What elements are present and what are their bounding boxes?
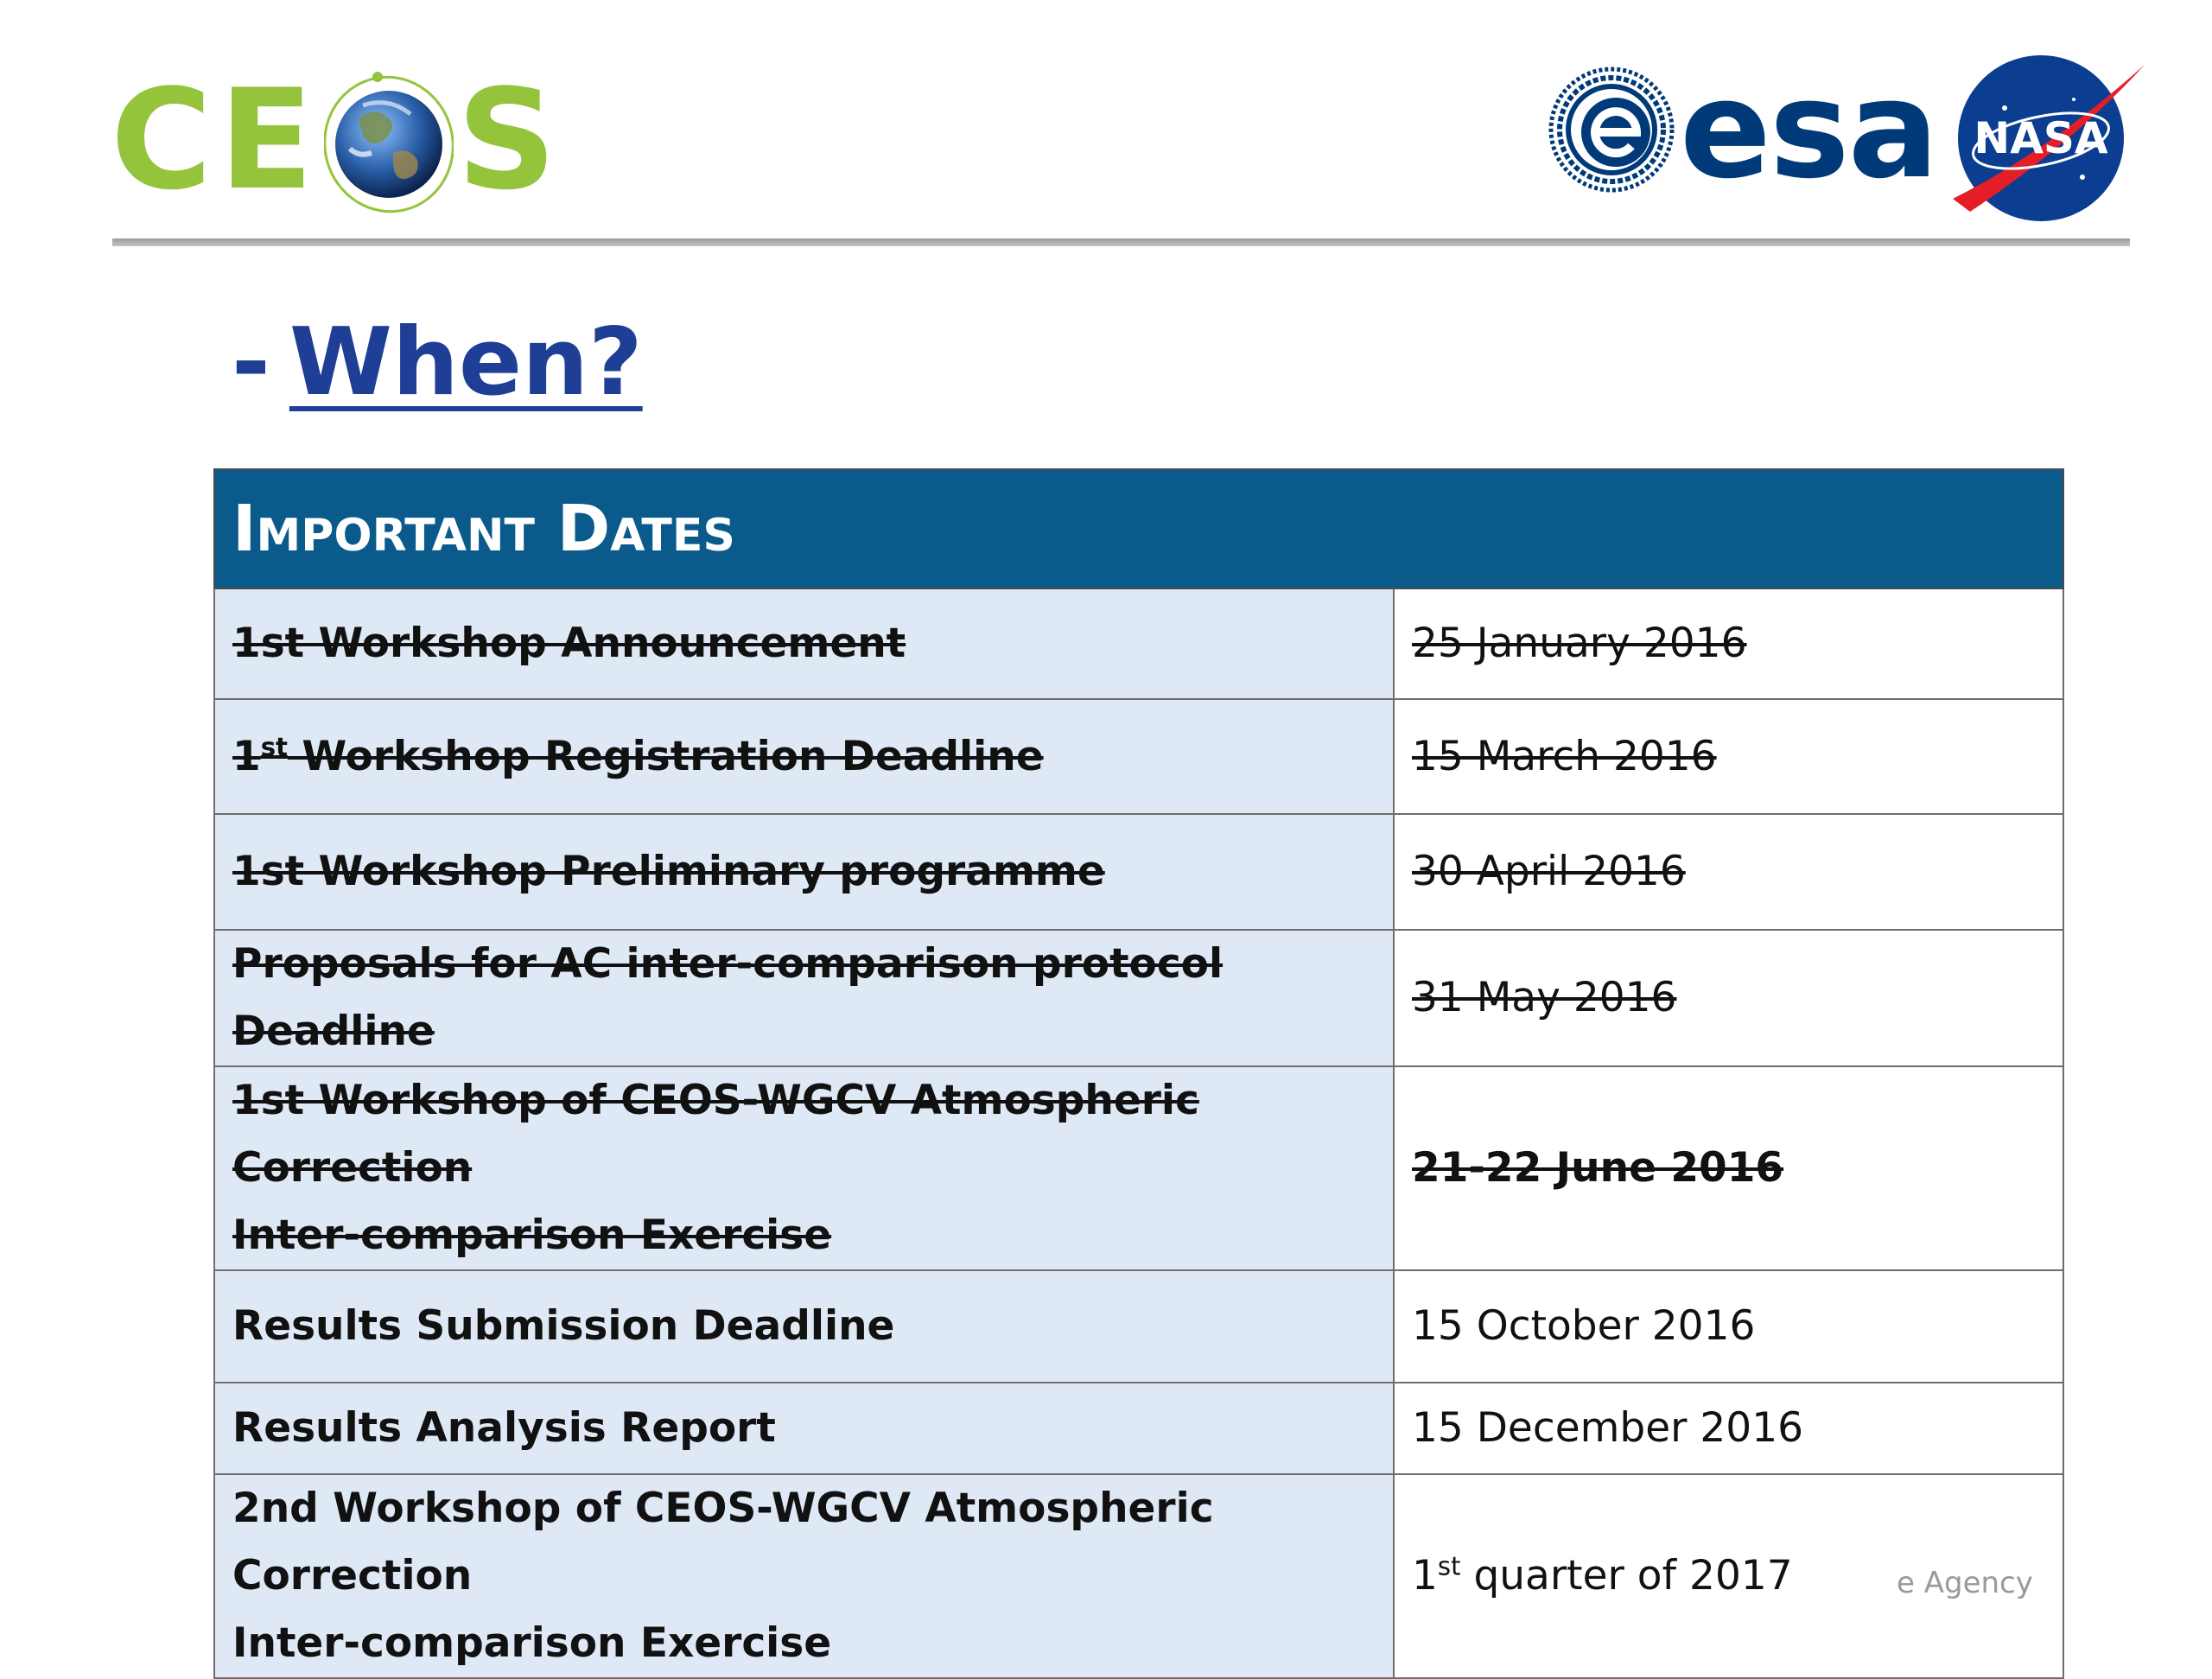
ceos-logo-letter-e: E: [219, 59, 321, 220]
date-cell: 15 December 2016: [1394, 1383, 2063, 1474]
event-cell: Results Analysis Report: [214, 1383, 1394, 1474]
table-header: Important Dates: [214, 469, 2063, 588]
title-dash: -: [232, 308, 270, 417]
header-divider: [112, 238, 2130, 246]
event-text: Workshop Registration Deadline: [287, 732, 1044, 780]
important-dates-table: [213, 468, 2064, 1679]
event-cell: Results Submission Deadline: [214, 1270, 1394, 1383]
earth-globe-icon: [324, 67, 454, 213]
date-cell: 21-22 June 2016: [1394, 1066, 2063, 1270]
esa-swirl-icon: [1547, 65, 1676, 194]
event-cell: [214, 699, 1394, 814]
event-line-1: 2nd Workshop of CEOS-WGCV Atmospheric Correction: [232, 1485, 1214, 1600]
event-cell: [214, 1066, 1394, 1270]
date-cell: 15 March 2016: [1394, 699, 2063, 814]
event-cell: Proposals for AC inter-comparison protocol Deadline: [214, 930, 1394, 1066]
esa-logo-text: esa: [1680, 51, 1937, 208]
date-ordinal-suffix: st: [1437, 1551, 1461, 1581]
event-ordinal-suffix: st: [260, 731, 288, 761]
event-cell: 1st Workshop Preliminary programme: [214, 814, 1394, 930]
table-row: [214, 699, 2063, 814]
event-cell: [214, 1474, 1394, 1678]
date-cell: 31 May 2016: [1394, 930, 2063, 1066]
table-row: [214, 1066, 2063, 1270]
event-line-2: Inter-comparison Exercise: [232, 1212, 832, 1259]
event-prefix: 1: [232, 732, 261, 780]
event-line-2: Inter-comparison Exercise: [232, 1619, 832, 1667]
ceos-logo-letter-c: C: [111, 59, 219, 220]
page-title: [232, 307, 643, 419]
table-row: [214, 1270, 2063, 1383]
ceos-logo-letter-s: S: [456, 59, 563, 220]
date-cell: 30 April 2016: [1394, 814, 2063, 930]
date-cell: 15 October 2016: [1394, 1270, 2063, 1383]
nasa-logo-text: NASA: [1974, 113, 2108, 163]
footer-agency-text: e Agency: [1897, 1566, 2033, 1600]
table-row: [214, 814, 2063, 930]
event-cell: 1st Workshop Announcement: [214, 588, 1394, 699]
title-text: When?: [289, 308, 643, 417]
date-prefix: 1: [1412, 1552, 1438, 1600]
date-text: quarter of 2017: [1460, 1552, 1793, 1600]
table-header-row: [214, 469, 2063, 588]
event-line-1: 1st Workshop of CEOS-WGCV Atmospheric Correction: [232, 1077, 1199, 1192]
table-row: [214, 930, 2063, 1066]
table-row: [214, 1474, 2063, 1678]
esa-logo: [1547, 51, 1937, 208]
table-row: [214, 588, 2063, 699]
date-cell: 25 January 2016: [1394, 588, 2063, 699]
nasa-meatball-icon: [1944, 48, 2152, 229]
ceos-logo: [111, 59, 563, 220]
table-row: [214, 1383, 2063, 1474]
